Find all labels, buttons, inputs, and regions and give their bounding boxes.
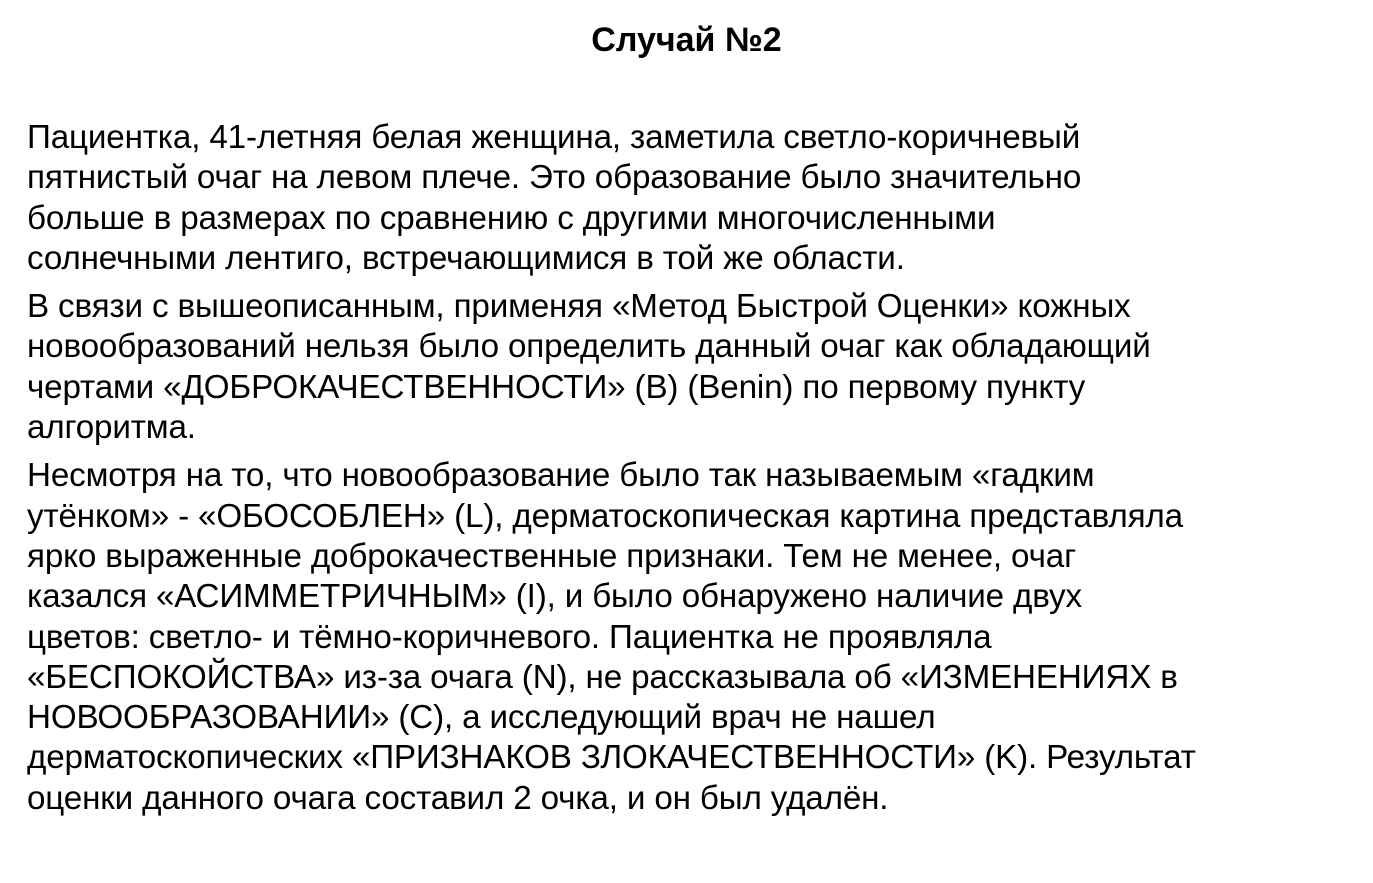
text-line: солнечными лентиго, встречающимися в той же области. <box>27 239 905 277</box>
text-line: утёнком» - «ОБОСОБЛЕН» (L), дерматоскопическая картина представляла <box>27 497 1183 535</box>
text-line: алгоритма. <box>27 409 196 447</box>
text-line: больше в размерах по сравнению с другими многочисленными <box>27 199 996 237</box>
text-line: Пациентка, 41-летняя белая женщина, заметила светло-коричневый <box>27 119 1081 156</box>
paragraph-findings-result <box>27 456 1347 819</box>
text-line: чертами «ДОБРОКАЧЕСТВЕННОСТИ» (B) (Benin) по первому пункту <box>27 368 1086 406</box>
paragraph-method-assessment <box>27 287 1347 448</box>
text-line: дерматоскопических «ПРИЗНАКОВ ЗЛОКАЧЕСТВЕННОСТИ» (K). Результат <box>27 739 1196 777</box>
slide-body <box>27 118 1347 827</box>
text-line: «БЕСПОКОЙСТВА» из-за очага (N), не рассказывала об «ИЗМЕНЕНИЯХ в <box>27 658 1178 696</box>
text-line: НОВООБРАЗОВАНИИ» (C), а исследующий врач не нашел <box>27 699 936 737</box>
text-line: оценки данного очага составил 2 очка, и он был удалён. <box>27 779 889 817</box>
text-line: новообразований нельзя было определить данный очаг как обладающий <box>27 328 1151 366</box>
text-line: казался «АСИММЕТРИЧНЫМ» (I), и было обнаружено наличие двух <box>27 578 1082 616</box>
text-line: ярко выраженные доброкачественные признаки. Тем не менее, очаг <box>27 537 1077 575</box>
text-line: цветов: светло- и тёмно-коричневого. Пациентка не проявляла <box>27 618 992 656</box>
text-line: В связи с вышеописанным, применяя «Метод Быстрой Оценки» кожных <box>27 288 1131 326</box>
paragraph-case-description <box>27 118 1347 279</box>
slide-title: Случай №2 <box>591 21 782 59</box>
text-line: пятнистый очаг на левом плече. Это образование было значительно <box>27 159 1082 197</box>
text-line: Несмотря на то, что новообразование было так называемым «гадким <box>27 457 1095 495</box>
